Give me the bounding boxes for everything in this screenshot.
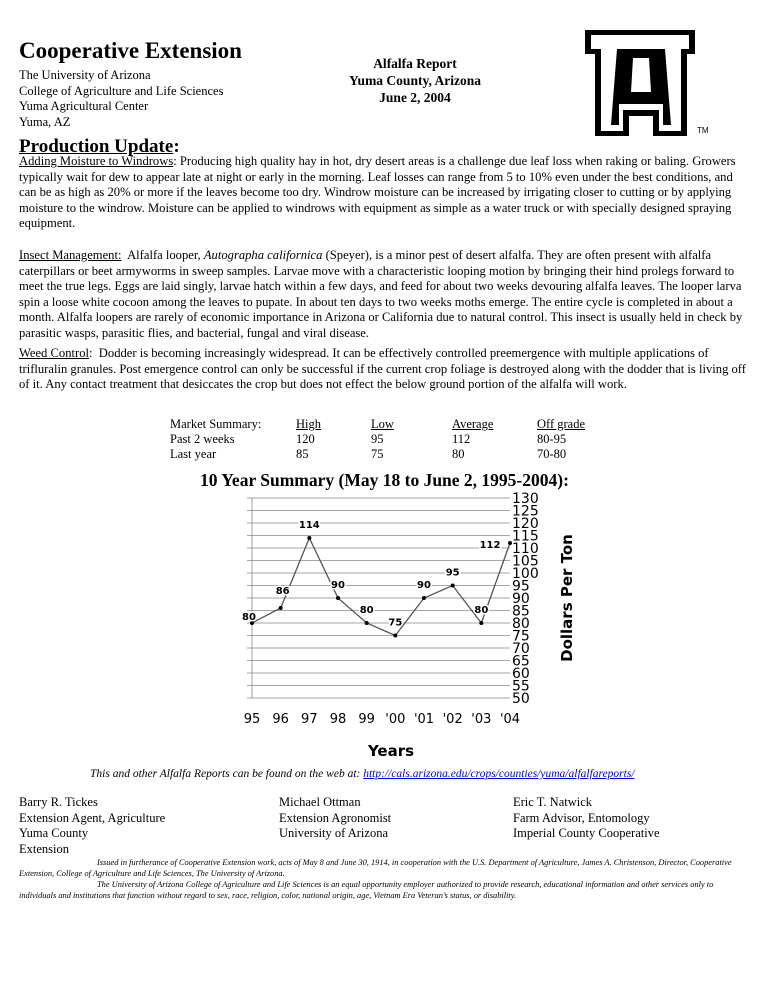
trademark-mark: TM — [697, 126, 709, 135]
data-point — [279, 606, 283, 610]
x-tick-label: 96 — [272, 712, 289, 727]
x-tick-label: 95 — [243, 712, 261, 727]
paragraph-text: (Speyer), is a minor pest of desert alfalfa. They are often present with alfalfa caterpillars or beet armyworms in sweep samples. Larvae move with a characteristic looping motion by bringing their hind prolegs forward to meet the true legs. Eggs are laid singly, larvae hatch within a few days, and feed for about two weeks devouring alfalfa leaves. The looper larva spin a loose white cocoon among the leaves to pupate. In about ten days to two weeks moths emerge. The entire cycle is completed in about a month. Alfalfa loopers are rarely of economic importance in Arizona or California due to natural control. This insect is usually held in check by parasitic wasps, parasitic flies, and bacterial, fungal and viral disease. — [19, 248, 743, 340]
reports-link[interactable]: http://cals.arizona.edu/crops/counties/yuma/alfalfareports/ — [363, 768, 635, 780]
y-tick-label: 120 — [512, 516, 539, 532]
market-col-low — [371, 417, 394, 462]
author-name: Eric T. Natwick — [513, 795, 593, 809]
footer-paragraph: The University of Arizona College of Agriculture and Life Sciences is an equal opportunity employer authorized to provide research, educational information and other services only to individuals and institutions that function without regard to sex, race, religion, color, national origin, age, Vietnam Era Veteran’s status, or disability. — [19, 880, 714, 900]
data-point — [422, 596, 426, 600]
x-tick-label: 98 — [329, 712, 347, 727]
paragraph-weeds: Weed Control: Dodder is becoming increasingly widespread. It can be effectively controlled preemergence with multiple applications of trifluralin granules. Post emergence control can only be successful if the current crop foliage is destroyed along with the dodder that is living off of it. Any contact treatment that desiccates the crop but does not effect the below ground portion of the alfalfa will work. — [19, 346, 746, 392]
data-label: 75 — [388, 617, 403, 629]
species-name: Autographa californica — [203, 248, 323, 262]
data-point — [479, 621, 483, 625]
y-tick-label: 110 — [512, 541, 539, 557]
data-label: 112 — [479, 540, 501, 551]
data-label: 90 — [331, 580, 345, 591]
paragraph-windrows: Adding Moisture to Windrows: Producing high quality hay in hot, dry desert areas is a challenge due leaf loss when raking or baling. Growers typically wait for dew to appear late at night or early in the morning. Leaf losses can range from 5 to 10% even under the best conditions, and can be as high as 20% or more if the leaves become too dry. Windrow moisture can be increased by irrigating closer to cutting or by applying moisture to the windrow. Moisture can be applied to windrows with equipment as simple as a water truck or with specially designed spraying equipment. — [19, 154, 736, 231]
y-tick-label: 115 — [512, 528, 539, 545]
chart-title: 10 Year Summary (May 18 to June 2, 1995-2004): — [200, 470, 569, 490]
page-title: Cooperative Extension — [19, 38, 242, 63]
y-tick-label: 55 — [512, 678, 530, 695]
author-line: Extension Agent, Agriculture — [19, 810, 166, 825]
x-tick-label: 99 — [358, 712, 375, 727]
y-tick-label: 105 — [512, 553, 539, 570]
y-tick-label: 75 — [512, 628, 530, 645]
author-line: Yuma County — [19, 826, 89, 840]
report-block — [330, 55, 500, 106]
market-value: 120 — [296, 432, 315, 446]
y-tick-label: 130 — [512, 491, 539, 507]
market-value: 80-95 — [537, 432, 567, 446]
market-col-high — [296, 417, 321, 462]
x-axis-label: Years — [367, 742, 415, 760]
author-line: Imperial County Cooperative — [513, 826, 660, 840]
paragraph-title: Weed Control — [19, 346, 89, 360]
author-line: University of Arizona — [279, 826, 389, 840]
paragraph-title: Adding Moisture to Windrows — [19, 154, 174, 168]
market-value: 70-80 — [537, 447, 567, 461]
data-label: 80 — [242, 612, 256, 623]
data-label: 95 — [445, 567, 460, 579]
market-value: 112 — [452, 432, 471, 446]
paragraph-insects: Insect Management: Alfalfa looper, Autographa californica (Speyer), is a minor pest of desert alfalfa. They are often present with alfalfa caterpillars or beet armyworms in sweep samples. Larvae move with a characteristic looping motion by bringing their hind prolegs forward to meet the true legs. Eggs are laid singly, larvae hatch within a few days, and feed for about two weeks devouring alfalfa leaves. The looper larva spin a loose white cocoon among the leaves to pupate. In about ten days to two weeks moths emerge. The entire cycle is completed in about a month. Alfalfa loopers are rarely of economic importance in Arizona or California due to natural control. This insect is usually held in check by parasitic wasps, parasitic flies, and bacterial, fungal and viral disease. — [19, 248, 743, 340]
org-line: College of Agriculture and Life Sciences — [19, 83, 224, 98]
market-row-label: Last year — [170, 447, 217, 461]
x-tick-label: 97 — [301, 712, 318, 727]
x-tick-label: '00 — [385, 712, 406, 727]
data-point — [393, 634, 397, 638]
market-value: 75 — [371, 447, 384, 461]
y-tick-label: 125 — [512, 503, 539, 520]
logo-hole — [631, 58, 651, 92]
market-labels — [170, 417, 261, 462]
data-label: 90 — [417, 580, 431, 591]
data-point — [508, 541, 512, 545]
author-block — [513, 795, 660, 842]
x-tick-label: '04 — [499, 712, 521, 727]
org-line: Yuma Agricultural Center — [19, 99, 149, 113]
author-line: Farm Advisor, Entomology — [513, 810, 650, 825]
author-block — [279, 795, 391, 842]
y-tick-label: 90 — [512, 591, 530, 607]
y-tick-label: 95 — [512, 578, 530, 595]
org-line: Yuma, AZ — [19, 114, 71, 129]
author-line: Extension Agronomist — [279, 810, 392, 825]
report-location: Yuma County, Arizona — [349, 73, 481, 88]
y-axis-label: Dollars Per Ton — [558, 534, 576, 662]
market-value: 95 — [371, 432, 384, 446]
report-date: June 2, 2004 — [379, 90, 451, 105]
market-label: Market Summary: — [170, 417, 262, 431]
university-a-logo — [583, 28, 701, 138]
series-line — [252, 538, 510, 636]
market-col-header: Off grade — [537, 417, 586, 431]
author-block — [19, 795, 165, 857]
author-name: Michael Ottman — [279, 795, 361, 809]
price-line-chart — [200, 490, 590, 760]
data-label: 80 — [474, 605, 489, 616]
data-label: 80 — [359, 605, 374, 616]
x-tick-label: '03 — [471, 712, 492, 727]
author-line: Extension — [19, 841, 69, 856]
data-point — [451, 584, 455, 588]
market-value: 85 — [296, 447, 309, 461]
y-tick-label: 60 — [512, 666, 530, 682]
paragraph-text: Dodder is becoming increasingly widespread. It can be effectively controlled preemergence with multiple applications of trifluralin granules. Post emergence control can only be successful if the current crop foliage is destroyed along with the dodder that is living off of it. Any contact treatment that desiccates the crop but does not effect the below ground portion of the alfalfa will work. — [19, 346, 746, 392]
y-tick-label: 80 — [512, 616, 530, 632]
footer-paragraph: Issued in furtherance of Cooperative Extension work, acts of May 8 and June 30, 1914, in cooperation with the U.S. Department of Agriculture, James A. Christenson, Director, Cooperative Extension, College of Agriculture and Life Sciences, The University of Arizona. — [19, 858, 732, 878]
footer-notice — [19, 857, 749, 901]
org-line: The University of Arizona — [19, 68, 151, 82]
y-tick-label: 100 — [512, 566, 539, 582]
data-label: 114 — [298, 520, 320, 531]
data-label: 86 — [275, 586, 290, 597]
x-tick-label: '01 — [413, 712, 435, 727]
market-value: 80 — [452, 447, 465, 461]
paragraph-text: Producing high quality hay in hot, dry desert areas is a challenge due leaf loss when raking or baling. Growers typically wait for dew to appear late at night or early in the morning. Leaf losses can range from 5 to 10% even under the best conditions, and can be as high as 20% or more if the leaves become too dry. Windrow moisture can be increased by irrigating closer to cutting or by applying moisture to the windrow. Moisture can be applied to windrows with equipment as simple as a water truck or with specially designed spraying equipment. — [19, 154, 736, 231]
market-col-header: Low — [371, 417, 394, 431]
market-row-label: Past 2 weeks — [170, 432, 235, 446]
market-col-header: High — [296, 417, 321, 431]
paragraph-title: Insect Management: — [19, 248, 122, 262]
y-tick-label: 70 — [512, 641, 530, 657]
author-name: Barry R. Tickes — [19, 795, 98, 809]
report-title: Alfalfa Report — [373, 56, 457, 71]
data-point — [336, 596, 340, 600]
market-col-average — [452, 417, 493, 462]
section-heading: Production Update: — [19, 136, 180, 157]
y-tick-label: 85 — [512, 603, 530, 620]
y-tick-label: 65 — [512, 653, 530, 670]
data-point — [365, 621, 369, 625]
org-block — [19, 68, 223, 130]
x-tick-label: '02 — [442, 712, 463, 727]
web-note: This and other Alfalfa Reports can be found on the web at: http://cals.arizona.edu/crops/counties/yuma/alfalfareports/ — [90, 768, 635, 780]
data-point — [307, 536, 311, 540]
market-col-header: Average — [452, 417, 494, 431]
market-col-offgrade — [537, 417, 585, 462]
y-tick-label: 50 — [512, 691, 530, 707]
